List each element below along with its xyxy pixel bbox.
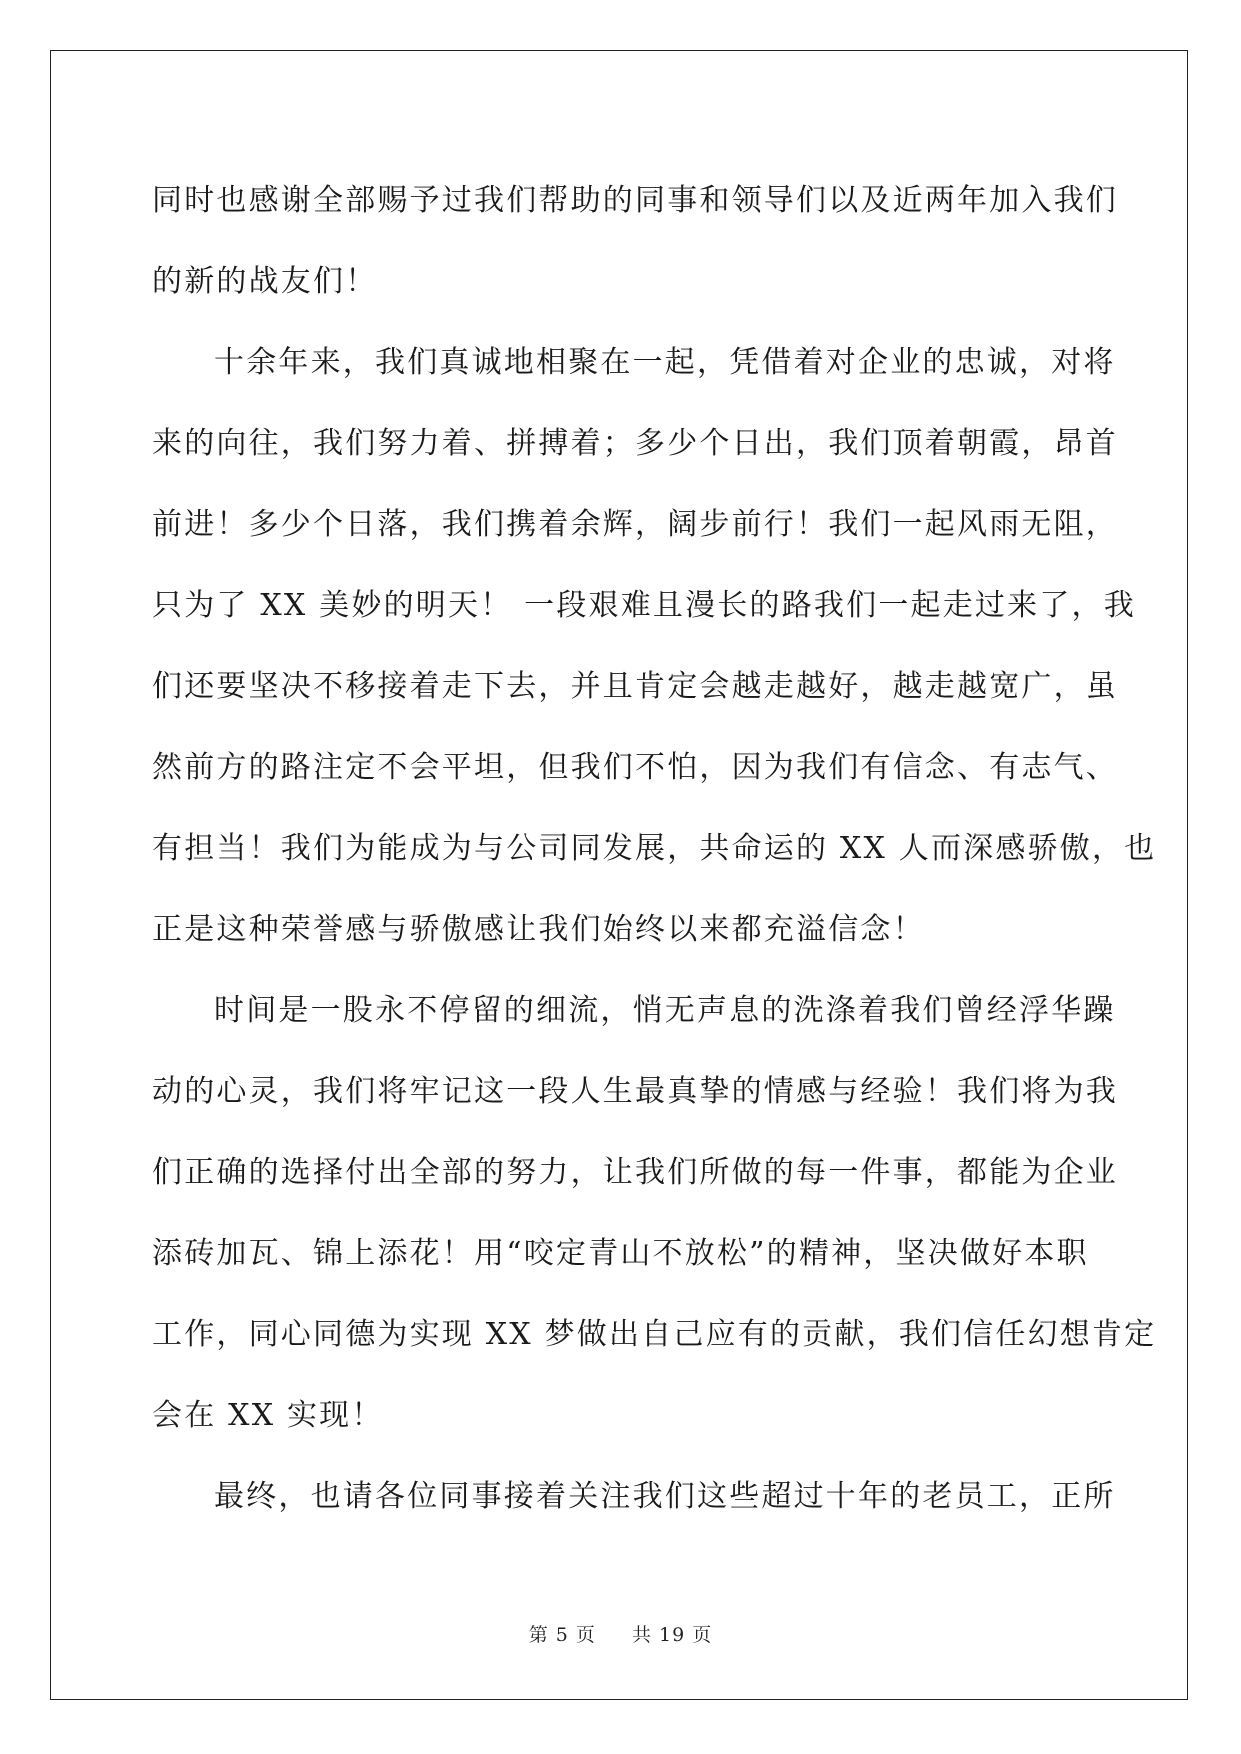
text-line: 的新的战友们！ [152, 264, 378, 299]
text-line: 们正确的选择付出全部的努力，让我们所做的每一件事，都能为企业 [152, 1155, 1118, 1190]
text-line: 然前方的路注定不会平坦，但我们不怕，因为我们有信念、有志气、 [152, 750, 1118, 785]
paragraph-1 [152, 160, 1118, 322]
text-line: 会在 XX 实现！ [152, 1398, 384, 1433]
text-line: 们还要坚决不移接着走下去，并且肯定会越走越好，越走越宽广，虽 [152, 669, 1118, 704]
text-line: 来的向往，我们努力着、拼搏着；多少个日出，我们顶着朝霞，昂首 [152, 426, 1118, 461]
text-line: 添砖加瓦、锦上添花！用“咬定青山不放松”的精神，坚决做好本职 [152, 1236, 1089, 1271]
page-number: 第 5 页 [528, 1624, 596, 1646]
paragraph-2 [152, 322, 1157, 970]
text-line: 有担当！我们为能成为与公司同发展，共命运的 XX 人而深感骄傲，也 [152, 831, 1157, 866]
page-total: 共 19 页 [632, 1624, 713, 1646]
document-body [152, 160, 1157, 1537]
paragraph-4 [152, 1456, 1116, 1537]
text-line: 工作，同心同德为实现 XX 梦做出自己应有的贡献，我们信任幻想肯定 [152, 1317, 1157, 1352]
text-line: 动的心灵，我们将牢记这一段人生最真挚的情感与经验！我们将为我 [152, 1074, 1118, 1109]
text-line: 前进！多少个日落，我们携着余辉，阔步前行！我们一起风雨无阻， [152, 507, 1118, 542]
text-line: 最终，也请各位同事接着关注我们这些超过十年的老员工，正所 [214, 1479, 1116, 1514]
paragraph-3 [152, 970, 1157, 1456]
text-line: 时间是一股永不停留的细流，悄无声息的洗涤着我们曾经浮华躁 [214, 993, 1116, 1028]
text-line: 十余年来，我们真诚地相聚在一起，凭借着对企业的忠诚，对将 [214, 345, 1116, 380]
text-line: 同时也感谢全部赐予过我们帮助的同事和领导们以及近两年加入我们 [152, 183, 1118, 218]
text-line: 正是这种荣誉感与骄傲感让我们始终以来都充溢信念！ [152, 912, 925, 947]
text-line: 只为了 XX 美妙的明天！ 一段艰难且漫长的路我们一起走过来了，我 [152, 588, 1136, 623]
page-footer [0, 1620, 1241, 1647]
